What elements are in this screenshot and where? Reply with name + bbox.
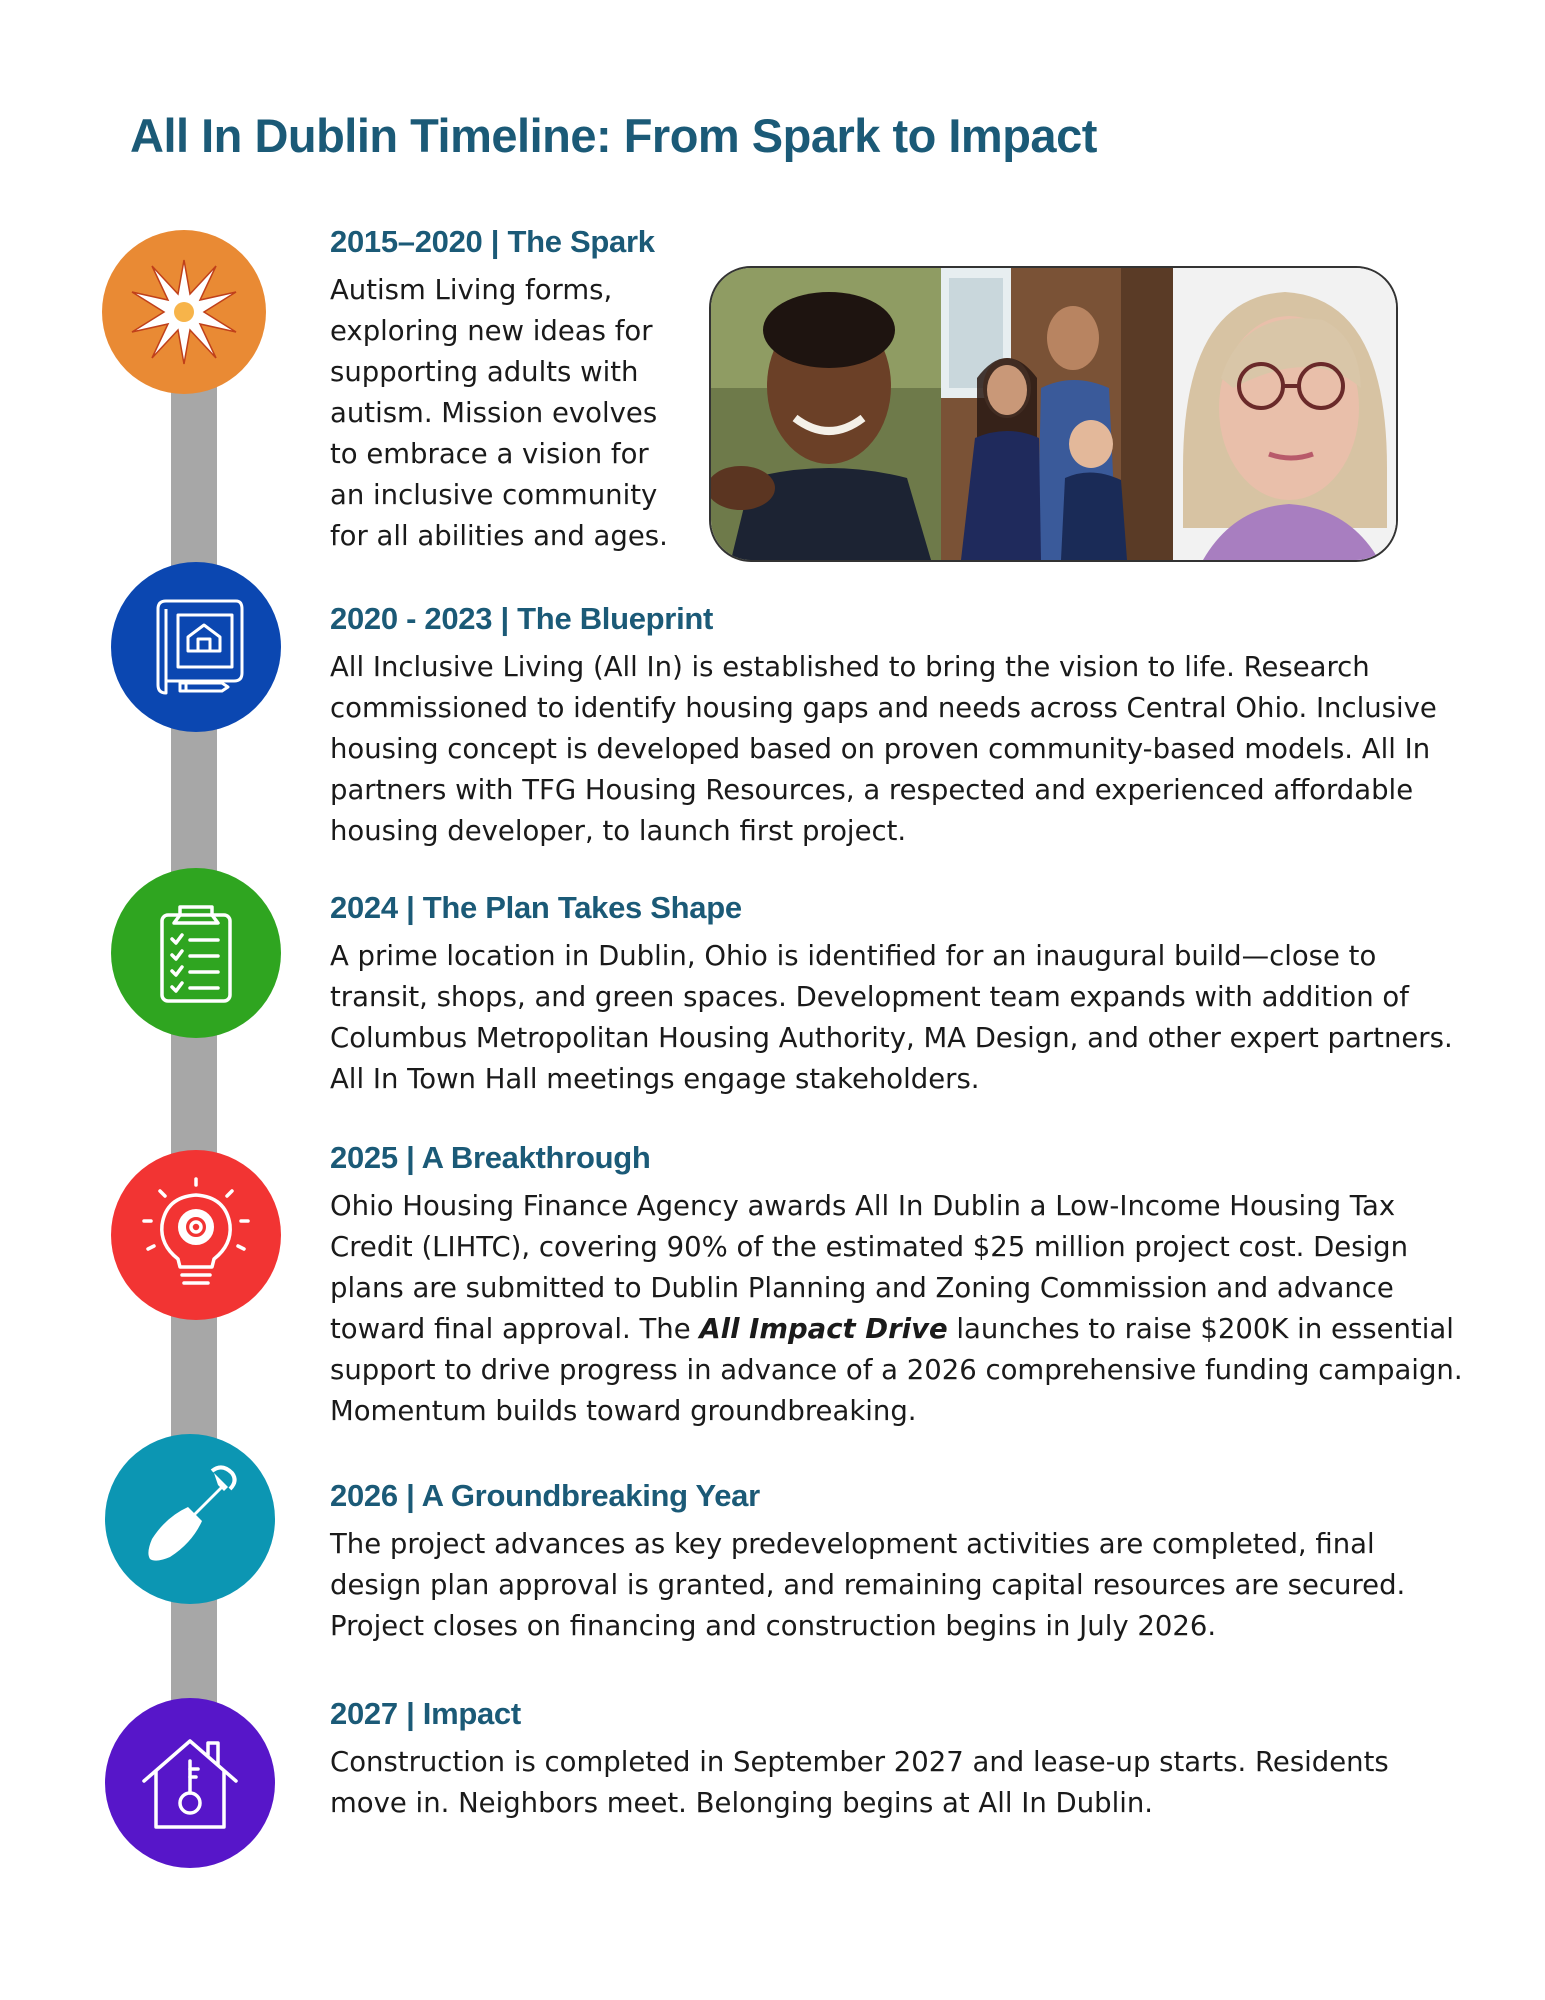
photo-strip — [709, 266, 1398, 562]
blueprint-icon — [111, 562, 281, 732]
house-key-icon — [105, 1698, 275, 1868]
milestone-text-spark: Autism Living forms, exploring new ideas for supporting adults with autism. Mission evolves to embrace a vision for an inclusive community for all abilities and ages. — [330, 274, 668, 552]
starburst-icon — [102, 230, 266, 394]
clipboard-checklist-icon — [111, 868, 281, 1038]
older-woman-glasses-photo — [1173, 268, 1396, 560]
milestone-heading-plan: 2024 | The Plan Takes Shape — [330, 890, 742, 925]
milestone-heading-breakthrough: 2025 | A Breakthrough — [330, 1140, 651, 1175]
milestone-text-plan: A prime location in Dublin, Ohio is identified for an inaugural build—close to transit, shops, and green spaces. Development team expands with addition of Columbus Metropolitan Housing Authority, MA Design, and other expert partners. All In Town Hall meetings engage stakeholders. — [330, 940, 1453, 1095]
milestone-text-breakthrough-part1: Ohio Housing Finance Agency awards All In Dublin a Low-Income Housing Tax Credit (LIHTC), covering 90% of the estimated $25 million project cost. Design plans are submitted to Dublin Planning and Zoning Commission and advance toward final approval. The — [330, 1190, 1409, 1345]
milestone-heading-groundbreaking: 2026 | A Groundbreaking Year — [330, 1478, 760, 1513]
shovel-icon — [105, 1434, 275, 1604]
milestone-text-groundbreaking: The project advances as key predevelopment activities are completed, final design plan approval is granted, and remaining capital resources are secured. Project closes on financing and construction begins in July 2026. — [330, 1528, 1406, 1642]
milestone-text-impact: Construction is completed in September 2027 and lease-up starts. Residents move in. Neighbors meet. Belonging begins at All In Dublin. — [330, 1746, 1389, 1819]
family-portrait-photo — [941, 268, 1173, 560]
smiling-young-man-photo — [711, 268, 941, 560]
page-title: All In Dublin Timeline: From Spark to Impact — [130, 109, 1097, 162]
lightbulb-gear-icon — [111, 1150, 281, 1320]
milestone-text-breakthrough — [330, 1186, 1470, 1432]
milestone-text-breakthrough-part2: launches to raise $200K in essential support to drive progress in advance of a 2026 comprehensive funding campaign. Momentum builds toward groundbreaking. — [330, 1313, 1463, 1427]
milestone-heading-spark: 2015–2020 | The Spark — [330, 224, 655, 259]
milestone-heading-impact: 2027 | Impact — [330, 1696, 521, 1731]
all-impact-drive-emphasis: All Impact Drive — [699, 1313, 948, 1345]
milestone-text-blueprint: All Inclusive Living (All In) is established to bring the vision to life. Research commissioned to identify housing gaps and needs across Central Ohio. Inclusive housing concept is developed based on proven community-based models. All In partners with TFG Housing Resources, a respected and experienced affordable housing developer, to launch first project. — [330, 651, 1437, 847]
milestone-heading-blueprint: 2020 - 2023 | The Blueprint — [330, 601, 714, 636]
